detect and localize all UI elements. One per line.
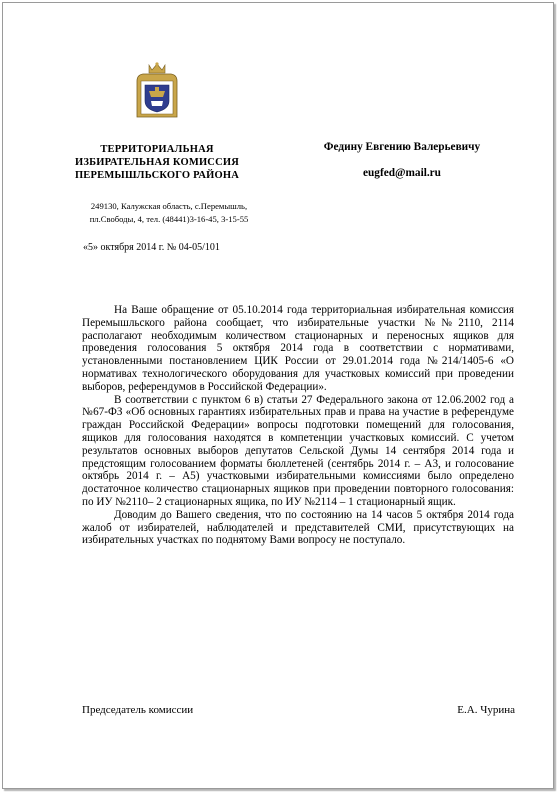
body-paragraph: В соответствии с пунктом 6 в) статьи 27 Федерального закона от 12.06.2002 год а №67-ФЗ «Об основных гарантиях избирательных прав и права на участие в референдуме граждан Российской Федерации» вопросы подготовки помещений для голосования, ящиков для голосования находятся в компетенции участковых комиссий. С учетом результатов основных выборов депутатов Сельской Думы 14 сентября 2014 года и предстоящим голосованием форматы бюллетеней (сентябрь 2014 г. – А3, и голосование октябрь 2014 г. – А5) участковыми избирательными комиссиями было определено достаточное количество стационарных ящиков при проведении повторного голосования: по ИУ №2110– 2 стационарных ящика, по ИУ №2114 – 1 стационарный ящик.: [82, 393, 514, 508]
org-name-line: ПЕРЕМЫШЛЬСКОГО РАЙОНА: [74, 170, 240, 181]
letter-page: [2, 2, 554, 789]
address-line: пл.Свободы, 4, тел. (48441)3-16-45, 3-15-55: [89, 214, 249, 224]
coat-of-arms-icon: [135, 61, 179, 121]
recipient-block: [299, 141, 505, 179]
document-reference: «5» октября 2014 г. № 04-05/101: [83, 242, 220, 253]
body-paragraph: Доводим до Вашего сведения, что по состоянию на 14 часов 5 октября 2014 года жалоб от избирателей, наблюдателей и представителей СМИ, присутствующих на избирательных участках по поднятому Вами вопросу не поступало.: [82, 508, 514, 547]
recipient-name: Федину Евгению Валерьевичу: [323, 141, 481, 153]
signatory-title: Председатель комиссии: [82, 704, 194, 716]
letter-body: [82, 304, 514, 547]
address-line: 249130, Калужская область, с.Перемышль,: [90, 201, 248, 211]
signature-block: [82, 704, 515, 716]
body-paragraph: На Ваше обращение от 05.10.2014 года территориальная избирательная комиссия Перемышльского района сообщает, что избирательные участки №№2110, 2114 располагают необходимым количеством стационарных и переносных ящиков для проведения голосования 5 октября 2014 года в соответствии с нормативами, установленными постановлением ЦИК России от 29.01.2014 года №214/1405-6 «О нормативах технологического оборудования для участковых комиссий при проведении выборов, референдумов в Российской Федерации».: [82, 304, 514, 393]
recipient-email: eugfed@mail.ru: [363, 167, 441, 179]
org-name-line: ТЕРРИТОРИАЛЬНАЯ: [100, 144, 214, 155]
signatory-name: Е.А. Чурина: [457, 704, 515, 716]
organization-name: [73, 143, 241, 182]
organization-address: [67, 200, 271, 226]
org-name-line: ИЗБИРАТЕЛЬНАЯ КОМИССИЯ: [74, 157, 240, 168]
